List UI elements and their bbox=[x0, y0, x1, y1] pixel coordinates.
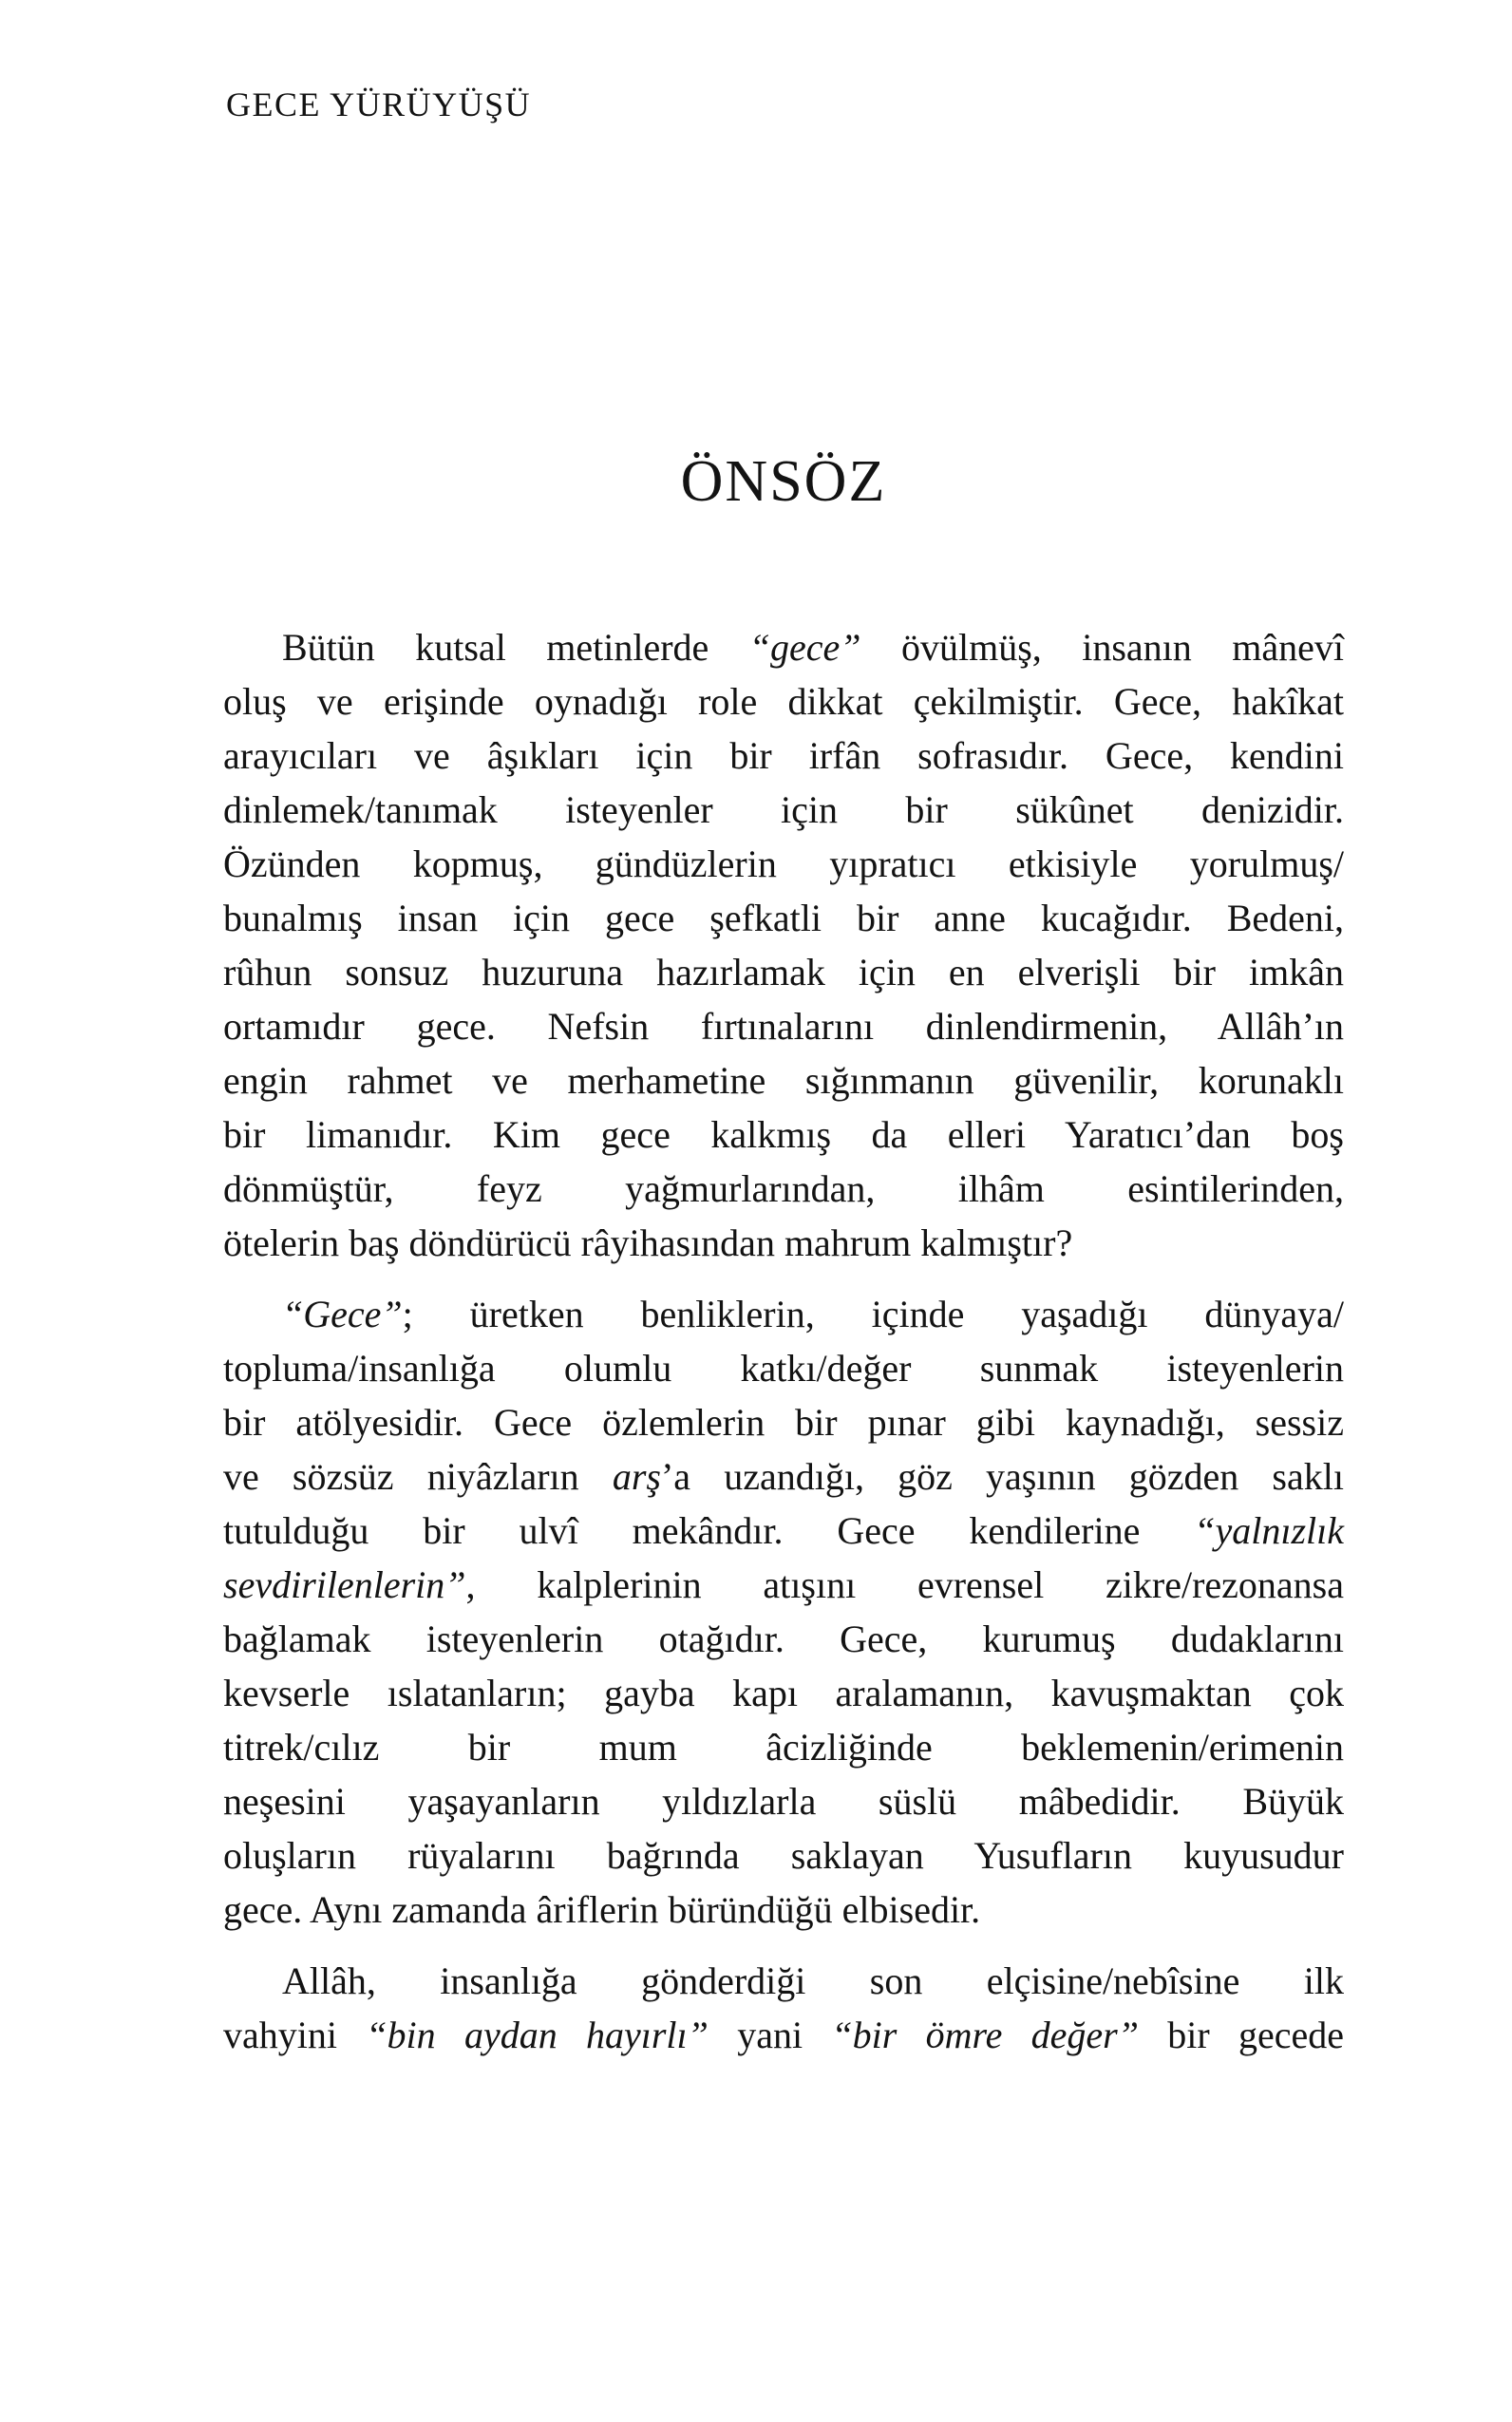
running-header: GECE YÜRÜYÜŞÜ bbox=[226, 85, 532, 123]
text-line bbox=[223, 945, 1344, 999]
text-line bbox=[223, 837, 1344, 891]
text-line bbox=[223, 783, 1344, 837]
text-segment: ötelerin baş döndürücü râyihasından mahrum kalmıştır? bbox=[223, 1221, 1073, 1264]
text-segment: titrek/cılız bir mum âcizliğinde beklemenin/erimenin bbox=[223, 1726, 1344, 1769]
text-line bbox=[223, 1449, 1344, 1504]
text-line bbox=[223, 1341, 1344, 1395]
text-segment: övülmüş, insanın mânevî bbox=[860, 626, 1344, 669]
text-segment: Allâh, insanlığa gönderdiği son elçisine/nebîsine ilk bbox=[282, 1959, 1344, 2002]
paragraph bbox=[223, 1287, 1344, 1937]
page-body bbox=[223, 620, 1344, 2062]
text-line bbox=[223, 2008, 1344, 2062]
text-line bbox=[223, 728, 1344, 783]
paragraph bbox=[223, 1954, 1344, 2062]
text-line bbox=[223, 1558, 1344, 1612]
text-line bbox=[223, 1053, 1344, 1107]
text-segment: oluş ve erişinde oynadığı role dikkat çekilmiştir. Gece, hakîkat bbox=[223, 680, 1344, 723]
text-line bbox=[223, 1666, 1344, 1720]
text-segment: Özünden kopmuş, gündüzlerin yıpratıcı etkisiyle yorulmuş/ bbox=[223, 842, 1344, 885]
text-line bbox=[223, 1107, 1344, 1162]
italic-text-segment: “bir ömre değer” bbox=[831, 2014, 1139, 2056]
text-segment: ortamıdır gece. Nefsin fırtınalarını dinlendirmenin, Allâh’ın bbox=[223, 1005, 1344, 1048]
text-line bbox=[223, 620, 1344, 674]
text-segment: bir atölyesidir. Gece özlemlerin bir pınar gibi kaynadığı, sessiz bbox=[223, 1401, 1344, 1444]
text-segment: engin rahmet ve merhametine sığınmanın güvenilir, korunaklı bbox=[223, 1059, 1344, 1102]
text-segment: topluma/insanlığa olumlu katkı/değer sunmak isteyenlerin bbox=[223, 1347, 1344, 1390]
italic-text-segment: “yalnızlık bbox=[1194, 1509, 1344, 1552]
text-line bbox=[223, 1162, 1344, 1216]
text-line bbox=[223, 1612, 1344, 1666]
italic-text-segment: “Gece” bbox=[282, 1293, 403, 1335]
text-segment: bir limanıdır. Kim gece kalkmış da elleri Yaratıcı’dan boş bbox=[223, 1113, 1344, 1156]
text-segment: vahyini bbox=[223, 2014, 367, 2056]
text-segment: oluşların rüyalarını bağrında saklayan Yusufların kuyusudur bbox=[223, 1834, 1344, 1877]
text-segment: , kalplerinin atışını evrensel zikre/rezonansa bbox=[465, 1563, 1344, 1606]
text-segment: gece. Aynı zamanda âriflerin büründüğü elbisedir. bbox=[223, 1888, 981, 1931]
text-segment: ; üretken benliklerin, içinde yaşadığı dünyaya/ bbox=[402, 1293, 1344, 1335]
paragraph bbox=[223, 620, 1344, 1270]
text-segment: ve sözsüz niyâzların bbox=[223, 1455, 613, 1498]
text-segment: arayıcıları ve âşıkları için bir irfân sofrasıdır. Gece, kendini bbox=[223, 734, 1344, 777]
text-segment: kevserle ıslatanların; gayba kapı aralamanın, kavuşmaktan çok bbox=[223, 1672, 1344, 1714]
text-line bbox=[223, 891, 1344, 945]
italic-text-segment: sevdirilenlerin” bbox=[223, 1563, 466, 1606]
text-segment: dinlemek/tanımak isteyenler için bir sükûnet denizidir. bbox=[223, 788, 1344, 831]
italic-text-segment: “bin aydan hayırlı” bbox=[366, 2014, 709, 2056]
text-segment: tutulduğu bir ulvî mekândır. Gece kendilerine bbox=[223, 1509, 1195, 1552]
text-line bbox=[223, 999, 1344, 1053]
text-segment: Bütün kutsal metinlerde bbox=[282, 626, 749, 669]
italic-text-segment: “gece” bbox=[748, 626, 861, 669]
text-line bbox=[223, 1216, 1344, 1270]
text-line bbox=[223, 1504, 1344, 1558]
text-segment: yani bbox=[708, 2014, 832, 2056]
text-line bbox=[223, 674, 1344, 728]
text-segment: rûhun sonsuz huzuruna hazırlamak için en elverişli bir imkân bbox=[223, 951, 1344, 993]
text-segment: bunalmış insan için gece şefkatli bir anne kucağıdır. Bedeni, bbox=[223, 897, 1344, 939]
italic-text-segment: arş bbox=[612, 1455, 661, 1498]
text-line bbox=[223, 1883, 1344, 1937]
text-line bbox=[223, 1287, 1344, 1341]
text-line bbox=[223, 1774, 1344, 1828]
text-segment: neşesini yaşayanların yıldızlarla süslü mâbedidir. Büyük bbox=[223, 1780, 1344, 1823]
text-segment: bağlamak isteyenlerin otağıdır. Gece, kurumuş dudaklarını bbox=[223, 1618, 1344, 1660]
text-segment: dönmüştür, feyz yağmurlarından, ilhâm esintilerinden, bbox=[223, 1167, 1344, 1210]
chapter-title: ÖNSÖZ bbox=[680, 449, 887, 514]
text-line bbox=[223, 1395, 1344, 1449]
text-line bbox=[223, 1720, 1344, 1774]
text-segment: ’a uzandığı, göz yaşının gözden saklı bbox=[660, 1455, 1344, 1498]
text-line bbox=[223, 1954, 1344, 2008]
text-segment: bir gecede bbox=[1138, 2014, 1344, 2056]
text-line bbox=[223, 1828, 1344, 1883]
